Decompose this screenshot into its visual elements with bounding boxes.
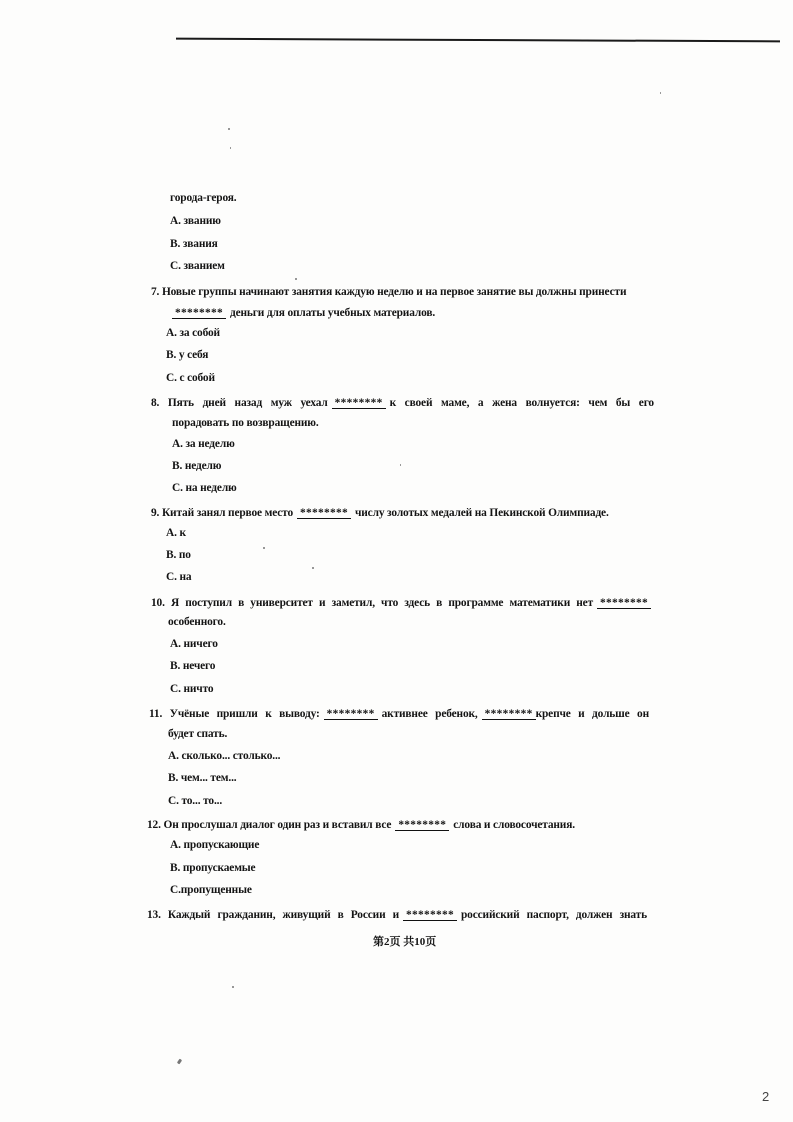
q10-stem-line1: 10. Я поступил в университет и заметил, что здесь в программе математики нет ******** <box>151 596 651 610</box>
scan-speck <box>230 147 231 149</box>
q7-option-a: А. за собой <box>166 327 220 339</box>
scan-speck <box>295 278 297 280</box>
scan-speck <box>400 464 401 466</box>
q7-stem-line2: ******** деньги для оплаты учебных материалов. <box>172 306 435 320</box>
scan-speck <box>228 128 230 130</box>
q8-option-b: В. неделю <box>172 460 222 472</box>
q6-option-b: В. звания <box>170 238 218 250</box>
q11-option-c: С. то... то... <box>168 795 223 807</box>
q6-tail-text: города-героя. <box>170 192 237 204</box>
q10-option-c: С. ничто <box>170 683 214 695</box>
page-footer: 第2页 共10页 <box>373 936 437 948</box>
q12-stem: 12. Он прослушал диалог один раз и вставил все ******** слова и словосочетания. <box>147 819 575 831</box>
q11-option-b: В. чем... тем... <box>168 772 237 784</box>
q11-option-a: А. сколько... столько... <box>168 750 281 762</box>
q13-stem-line1: 13. Каждый гражданин, живущий в России и ******** российский паспорт, должен знать <box>147 909 647 921</box>
q12-option-a: А. пропускающие <box>170 839 260 851</box>
scan-speck <box>660 92 661 94</box>
q7-option-c: С. с собой <box>166 372 215 384</box>
q8-option-a: А. за неделю <box>172 438 235 450</box>
answer-blank: ******** <box>597 598 651 609</box>
scan-speck <box>312 567 314 569</box>
q12-option-b: В. пропускаемые <box>170 862 256 874</box>
q10-stem-line2: особенного. <box>168 616 226 628</box>
q10-option-a: А. ничего <box>170 638 218 650</box>
q11-stem-line1: 11. Учёные пришли к выводу: ******** активнее ребенок, ******** крепче и дольше он <box>149 708 649 720</box>
scan-speck <box>232 986 234 988</box>
scan-speck <box>177 1059 182 1065</box>
q7-option-b: В. у себя <box>166 349 209 361</box>
q12-option-c: С.пропущенные <box>170 884 252 896</box>
answer-blank: ******** <box>395 820 449 831</box>
q11-stem-line2: будет спать. <box>168 728 228 740</box>
q9-stem: 9. Китай занял первое место ******** числу золотых медалей на Пекинской Олимпиаде. <box>151 507 609 519</box>
q10-option-b: В. нечего <box>170 660 216 672</box>
q8-stem-line2: порадовать по возвращению. <box>172 417 319 429</box>
answer-blank: ******** <box>172 308 226 319</box>
answer-blank: ******** <box>297 508 351 519</box>
answer-blank: ******** <box>403 910 457 921</box>
top-rule <box>176 38 780 43</box>
q9-option-c: С. на <box>166 571 192 583</box>
q9-option-b: В. по <box>166 549 191 561</box>
scan-speck <box>263 547 265 549</box>
answer-blank: ******** <box>482 709 536 720</box>
q7-stem-line1: 7. Новые группы начинают занятия каждую неделю и на первое занятие вы должны принести <box>151 286 627 298</box>
q6-option-c: С. званием <box>170 260 225 272</box>
q8-option-c: С. на неделю <box>172 482 237 494</box>
q6-option-a: А. званию <box>170 215 221 227</box>
answer-blank: ******** <box>324 709 378 720</box>
q9-option-a: А. к <box>166 527 186 539</box>
answer-blank: ******** <box>332 398 386 409</box>
page-number: 2 <box>762 1089 770 1104</box>
q8-stem-line1: 8. Пять дней назад муж уехал ******** к своей маме, а жена волнуется: чем бы его <box>151 397 654 409</box>
